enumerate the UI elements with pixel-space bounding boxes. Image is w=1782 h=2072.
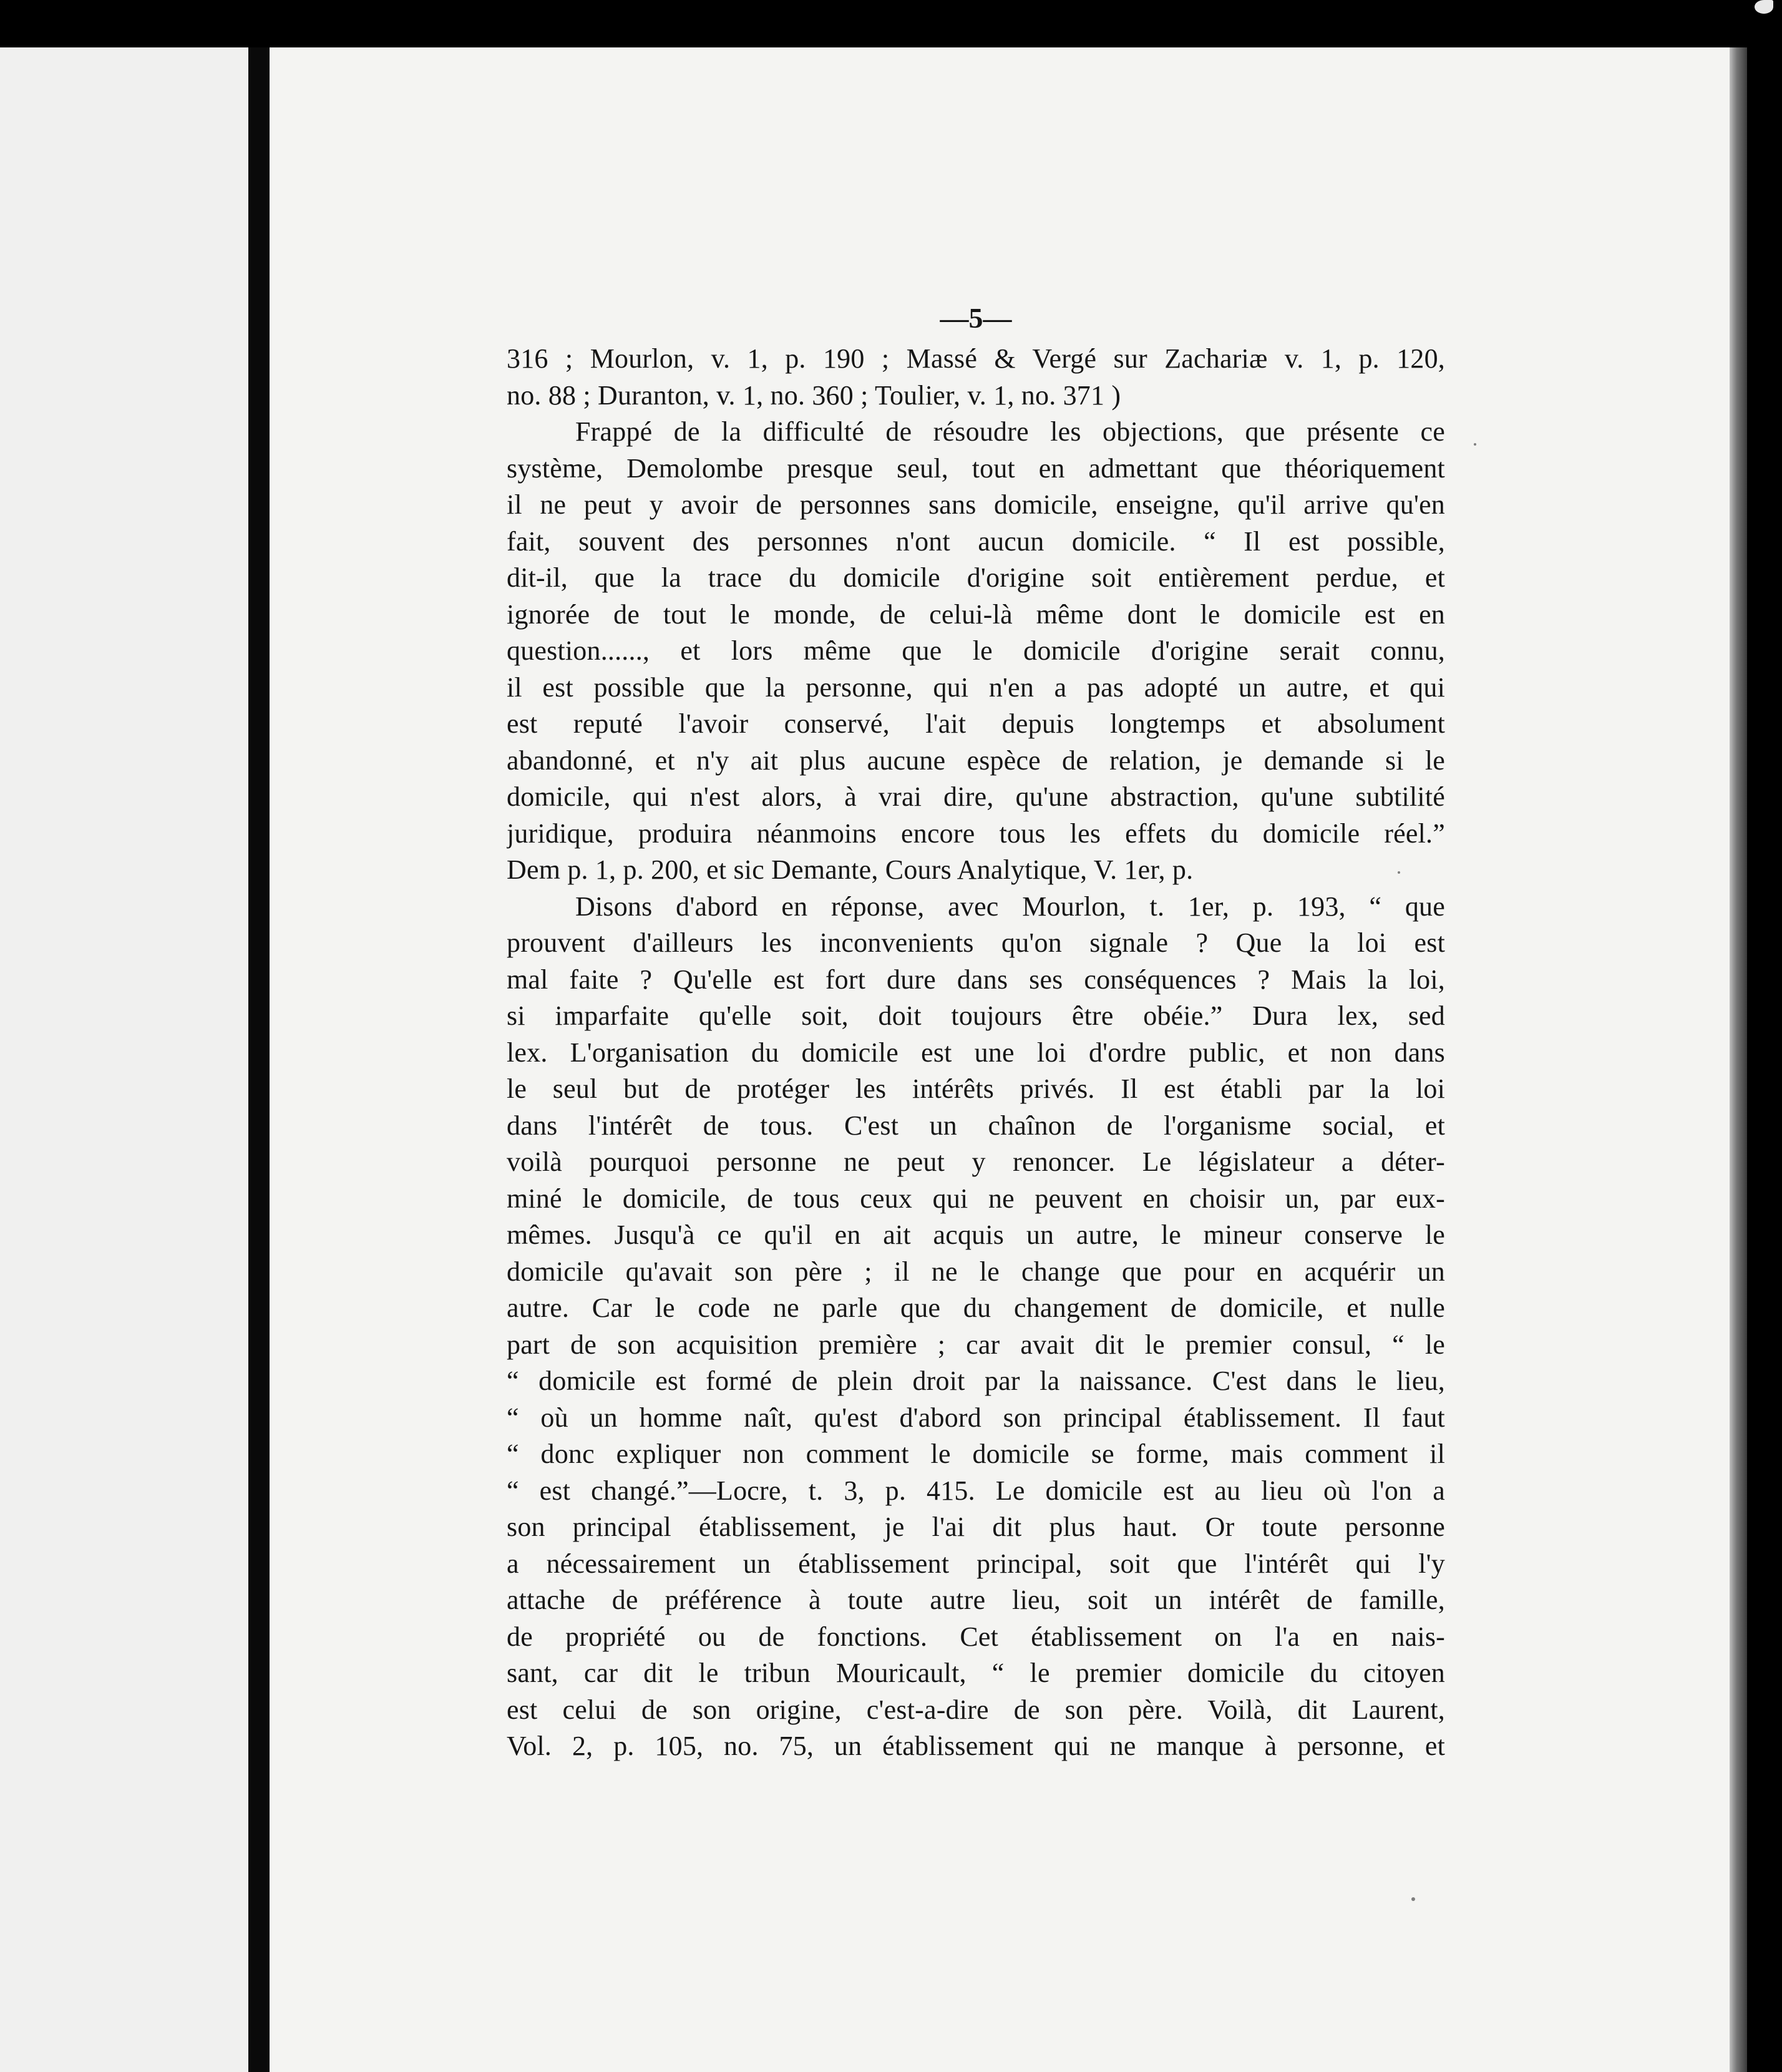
text-line: no. 88 ; Duranton, v. 1, no. 360 ; Toulier, v. 1, no. 371 ) — [507, 379, 1121, 411]
text-line: miné le domicile, de tous ceux qui ne peuvent en choisir un, par eux- — [507, 1183, 1445, 1214]
text-line: lex. L'organisation du domicile est une loi d'ordre public, et non dans — [507, 1037, 1445, 1068]
text-line: “ domicile est formé de plein droit par la naissance. C'est dans le lieu, — [507, 1366, 1445, 1396]
text-line: mal faite ? Qu'elle est fort dure dans ses conséquences ? Mais la loi, — [507, 964, 1445, 995]
left-facing-page — [0, 47, 248, 2072]
text-line: part de son acquisition première ; car avait dit le premier consul, “ le — [507, 1329, 1445, 1360]
paragraph-citation-continuation — [507, 341, 1445, 414]
book-gutter — [248, 47, 270, 2072]
text-line: est reputé l'avoir conservé, l'ait depuis longtemps et absolument — [507, 708, 1445, 739]
text-line: voilà pourquoi personne ne peut y renoncer. Le législateur a déter- — [507, 1146, 1445, 1177]
text-line: est celui de son origine, c'est-a-dire de son père. Voilà, dit Laurent, — [507, 1694, 1445, 1725]
scan-corner-mark — [1755, 0, 1773, 14]
text-line: question......, et lors même que le domicile d'origine serait connu, — [507, 635, 1445, 666]
page-edge-shadow — [1730, 47, 1747, 2072]
text-line: il ne peut y avoir de personnes sans domicile, enseigne, qu'il arrive qu'en — [507, 489, 1445, 520]
paragraph-mourlon-response — [507, 889, 1445, 1765]
text-line: si imparfaite qu'elle soit, doit toujours être obéie.” Dura lex, sed — [507, 1000, 1445, 1031]
text-line: dit-il, que la trace du domicile d'origine soit entièrement perdue, et — [507, 562, 1445, 593]
text-line: sant, car dit le tribun Mouricault, “ le premier domicile du citoyen — [507, 1658, 1445, 1688]
text-line: 316 ; Mourlon, v. 1, p. 190 ; Massé & Vergé sur Zachariæ v. 1, p. 120, — [507, 343, 1445, 374]
text-line: a nécessairement un établissement principal, soit que l'intérêt qui l'y — [507, 1548, 1445, 1579]
text-line: Frappé de la difficulté de résoudre les objections, que présente ce — [575, 416, 1445, 447]
text-line: “ est changé.”—Locre, t. 3, p. 415. Le domicile est au lieu où l'on a — [507, 1475, 1445, 1506]
text-line: de propriété ou de fonctions. Cet établissement on l'a en nais- — [507, 1621, 1445, 1652]
text-line: autre. Car le code ne parle que du changement de domicile, et nulle — [507, 1293, 1445, 1323]
print-speck — [1474, 443, 1476, 446]
paragraph-demolombe — [507, 414, 1445, 889]
page-number: —5— — [940, 302, 1012, 334]
text-line: “ donc expliquer non comment le domicile se forme, mais comment il — [507, 1439, 1445, 1469]
text-line: système, Demolombe presque seul, tout en admettant que théoriquement — [507, 452, 1445, 484]
text-line: Dem p. 1, p. 200, et sic Demante, Cours Analytique, V. 1er, p. — [507, 854, 1194, 885]
print-speck — [1411, 1897, 1415, 1901]
text-line: prouvent d'ailleurs les inconvenients qu'on signale ? Que la loi est — [507, 927, 1445, 958]
text-line: attache de préférence à toute autre lieu, soit un intérêt de famille, — [507, 1585, 1445, 1615]
text-line: ignorée de tout le monde, de celui-là même dont le domicile est en — [507, 599, 1445, 630]
text-line: domicile qu'avait son père ; il ne le change que pour en acquérir un — [507, 1256, 1445, 1287]
text-line: il est possible que la personne, qui n'en a pas adopté un autre, et qui — [507, 672, 1445, 703]
text-line: “ où un homme naît, qu'est d'abord son principal établissement. Il faut — [507, 1402, 1445, 1433]
text-line: dans l'intérêt de tous. C'est un chaînon de l'organisme social, et — [507, 1110, 1445, 1141]
page-text — [507, 300, 1445, 1765]
text-line: le seul but de protéger les intérêts privés. Il est établi par la loi — [507, 1073, 1445, 1104]
text-line: Disons d'abord en réponse, avec Mourlon, t. 1er, p. 193, “ que — [575, 891, 1445, 922]
text-line: juridique, produira néanmoins encore tous les effets du domicile réel.” — [507, 818, 1445, 849]
text-line: son principal établissement, je l'ai dit plus haut. Or toute personne — [507, 1512, 1445, 1542]
text-line: Vol. 2, p. 105, no. 75, un établissement qui ne manque à personne, et — [507, 1731, 1445, 1761]
text-line: domicile, qui n'est alors, à vrai dire, qu'une abstraction, qu'une subtilité — [507, 781, 1445, 812]
text-line: fait, souvent des personnes n'ont aucun domicile. “ Il est possible, — [507, 525, 1445, 557]
text-line: mêmes. Jusqu'à ce qu'il en ait acquis un autre, le mineur conserve le — [507, 1219, 1445, 1250]
text-line: abandonné, et n'y ait plus aucune espèce de relation, je demande si le — [507, 745, 1445, 776]
